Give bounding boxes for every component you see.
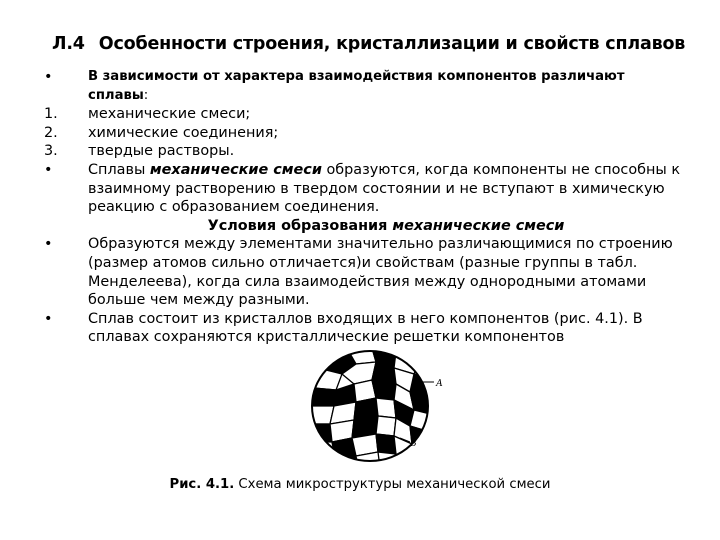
mixture-paragraph [44, 161, 684, 217]
bullet-marker: • [44, 69, 53, 85]
bullet-marker: • [44, 236, 53, 253]
list-text: химические соединения; [88, 124, 279, 141]
list-item [44, 105, 684, 124]
paragraph-text: образуются, когда компоненты не способны к взаимному растворению в твердом состоянии и не вступают в химическую реакцию с образованием соединения. [88, 161, 681, 216]
intro-text: В зависимости от характера взаимодействия компонентов различают сплавы [88, 69, 625, 103]
slide-title [52, 34, 692, 54]
list-number: 3. [44, 143, 58, 160]
list-number: 2. [44, 124, 58, 141]
caption-text: Схема микроструктуры механической смеси [234, 477, 551, 492]
figure-caption [0, 477, 720, 492]
structure-paragraph [44, 310, 684, 347]
microstructure-diagram [310, 348, 450, 466]
conditions-subheading [44, 217, 684, 236]
slide-body [44, 68, 684, 347]
paragraph-text: Образуются между элементами значительно различающимися по строению (размер атомов сильно отличается)и свойствам (разные группы в табл. Менделеева), когда сила взаимодействия между однородными атомами больше чем между разными. [88, 236, 673, 309]
list-item [44, 124, 684, 143]
subheading-text: Условия образования [207, 217, 393, 234]
lecture-number: Л.4 [52, 34, 85, 54]
list-text: механические смеси; [88, 106, 251, 123]
subheading-emphasis: механические смеси [392, 217, 565, 234]
phase-label-a: А [436, 379, 443, 389]
list-number: 1. [44, 106, 58, 123]
list-text: твердые растворы. [88, 143, 235, 160]
bullet-marker: • [44, 310, 53, 327]
caption-label: Рис. 4.1. [169, 477, 235, 492]
emphasis-term: механические смеси [149, 161, 322, 178]
intro-item [44, 68, 684, 105]
intro-colon: : [143, 87, 149, 103]
bullet-marker: • [44, 161, 53, 178]
paragraph-text: Сплав состоит из кристаллов входящих в него компонентов (рис. 4.1). В сплавах сохраняются кристаллические решетки компонентов [88, 310, 643, 346]
phase-label-b: В [410, 439, 417, 449]
title-text: Особенности строения, кристаллизации и свойств сплавов [98, 34, 686, 54]
microstructure-figure [310, 348, 450, 466]
paragraph-text: Сплавы [88, 161, 150, 178]
list-item [44, 142, 684, 161]
conditions-paragraph [44, 235, 684, 309]
